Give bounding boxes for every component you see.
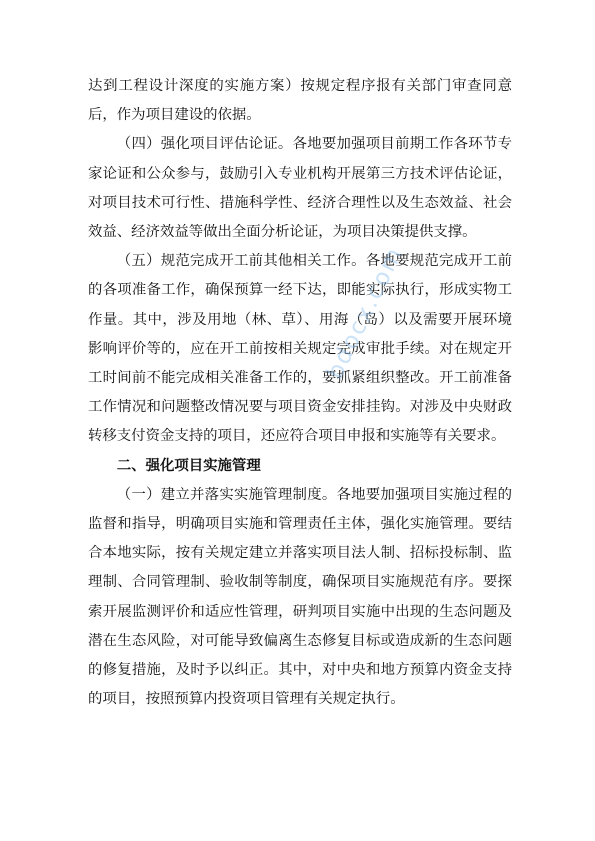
watermark-text: bdocx.com (322, 242, 409, 384)
paragraph-strengthen-evaluation: （四）强化项目评估论证。各地要加强项目前期工作各环节专家论证和公众参与，鼓励引入专业机构开展第三方技术评估论证，对项目技术可行性、措施科学性、经济合理性以及生态效益、社会效益、经济效益等做出全面分析论证，为项目决策提供支撑。 (88, 136, 512, 241)
document-body (88, 72, 512, 714)
paragraph-preparatory-work: （五）规范完成开工前其他相关工作。各地要规范完成开工前的各项准备工作，确保预算一经下达，即能实际执行，形成实物工作量。其中，涉及用地（林、草）、用海（岛）以及需要开展环境影响评价等的，应在开工前按相关规定完成审批手续。对在规定开工时间前不能完成相关准备工作的，要抓紧组织整改。开工前准备工作情况和问题整改情况要与项目资金安排挂钩。对涉及中央财政转移支付资金支持的项目，还应符合项目申报和实施等有关要求。 (88, 253, 512, 445)
paragraph-implementation-system: （一）建立并落实实施管理制度。各地要加强项目实施过程的监督和指导，明确项目实施和管理责任主体，强化实施管理。要结合本地实际，按有关规定建立并落实项目法人制、招标投标制、监理制、合同管理制、验收制等制度，确保项目实施规范有序。要探索开展监测评价和适应性管理，研判项目实施中出现的生态问题及潜在生态风险，对可能导致偏离生态修复目标或造成新的生态问题的修复措施，及时予以纠正。其中，对中央和地方预算内资金支持的项目，按照预算内投资项目管理有关规定执行。 (88, 486, 512, 708)
paragraph-continuation: 达到工程设计深度的实施方案）按规定程序报有关部门审查同意后，作为项目建设的依据。 (88, 78, 512, 124)
section-heading: 二、强化项目实施管理 (116, 457, 261, 474)
